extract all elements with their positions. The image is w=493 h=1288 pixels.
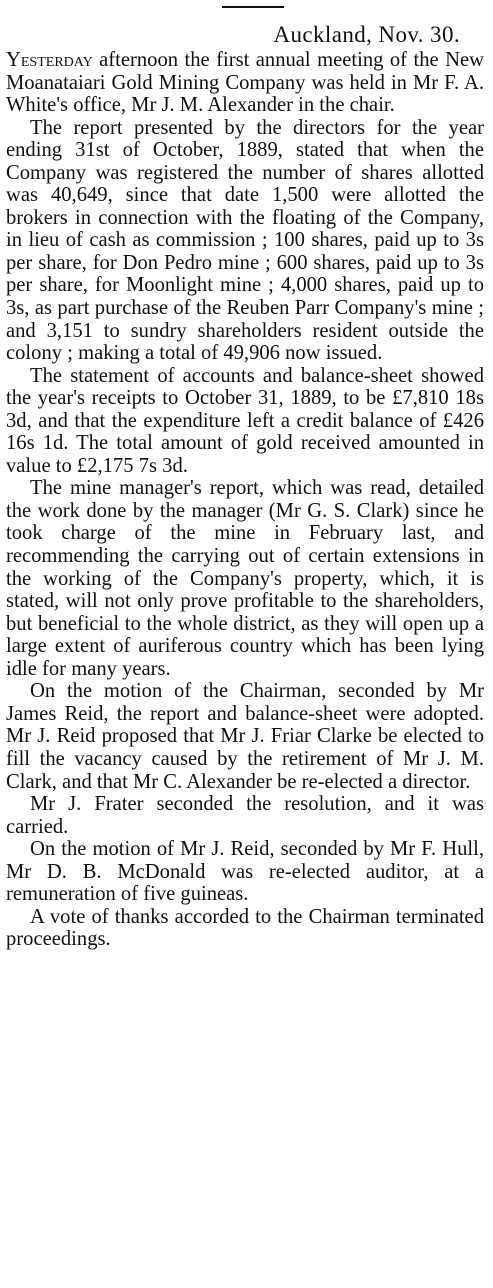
paragraph-2: The report presented by the directors for the year ending 31st of October, 1889, stated that when the Company was registered the number of shares allotted was 40,649, since that date 1,500 were allotted the brokers in connection with the floating of the Company, in lieu of cash as commission ; 100 shares, paid up to 3s per share, for Don Pedro mine ; 600 shares, paid up to 3s per share, for Moonlight mine ; 4,000 shares, paid up to 3s, as part purchase of the Reuben Parr Company's mine ; and 3,151 to sundry shareholders resident outside the colony ; making a total of 49,906 now issued. [6, 116, 484, 365]
lead-word: Yesterday [6, 49, 93, 71]
paragraph-6: Mr J. Frater seconded the resolution, and it was carried. [6, 793, 484, 838]
paragraph-3: The statement of accounts and balance-sheet showed the year's receipts to October 31, 1889, to be £7,810 18s 3d, and that the expenditure left a credit balance of £426 16s 1d. The total amount of gold received amounted in value to £2,175 7s 3d. [6, 364, 484, 477]
paragraph-1 [6, 49, 484, 117]
top-rule [222, 6, 284, 8]
paragraph-1-text: afternoon the first annual meeting of the New Moanataiari Gold Mining Company was held in Mr F. A. White's office, Mr J. M. Alexander in the chair. [6, 49, 484, 117]
dateline: Auckland, Nov. 30. [273, 22, 460, 47]
paragraph-7: On the motion of Mr J. Reid, seconded by Mr F. Hull, Mr D. B. McDonald was re-elected auditor, at a remuneration of five guineas. [6, 838, 484, 906]
paragraph-5: On the motion of the Chairman, seconded by Mr James Reid, the report and balance-sheet were adopted. Mr J. Reid proposed that Mr J. Friar Clarke be elected to fill the vacancy caused by the retirement of Mr J. M. Clark, and that Mr C. Alexander be re-elected a director. [6, 680, 484, 793]
paragraph-8: A vote of thanks accorded to the Chairman terminated proceedings. [6, 905, 484, 951]
paragraph-4: The mine manager's report, which was read, detailed the work done by the manager (Mr G. S. Clark) since he took charge of the mine in February last, and recommending the carrying out of certain extensions in the working of the Company's property, which, it is stated, will not only prove profitable to the shareholders, but beneficial to the whole district, as they will open up a large extent of auriferous country which has been lying idle for many years. [6, 477, 484, 680]
article-column [6, 0, 484, 951]
